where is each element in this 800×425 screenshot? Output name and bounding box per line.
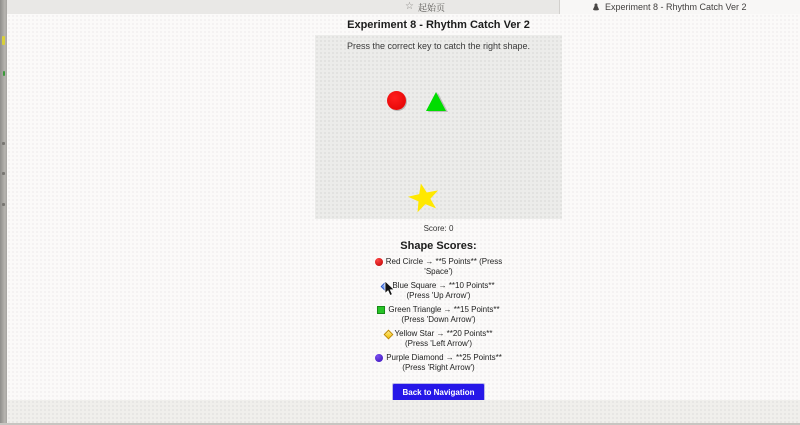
experiment-favicon-icon	[592, 3, 600, 12]
game-canvas[interactable]	[315, 35, 562, 219]
window-edge-strip	[0, 0, 7, 425]
shape-score-text: Purple Diamond → **25 Points**	[386, 353, 502, 362]
shape-score-item-green-triangle	[7, 305, 800, 325]
shape-score-item-red-circle	[7, 257, 800, 277]
shape-scores-heading: Shape Scores:	[400, 240, 477, 252]
edge-speck	[2, 36, 5, 45]
shape-score-text: Blue Square → **10 Points**	[392, 281, 495, 290]
shape-score-item-yellow-star	[7, 329, 800, 349]
tab-label: Experiment 8 - Rhythm Catch Ver 2	[605, 2, 747, 12]
edge-speck	[2, 172, 5, 175]
shape-score-text: (Press 'Left Arrow')	[404, 339, 473, 348]
page-content	[7, 14, 800, 400]
tab-start-page[interactable]	[7, 0, 560, 14]
shape-score-text: Red Circle → **5 Points** (Press	[385, 257, 503, 266]
window-bottom-band	[7, 400, 800, 423]
tab-label: 起始页	[417, 2, 445, 13]
mouse-cursor-icon	[384, 281, 396, 297]
shape-score-text: 'Space')	[424, 267, 453, 276]
shape-score-item-purple-diamond	[7, 353, 800, 373]
edge-speck	[2, 142, 5, 145]
shape-score-text: Yellow Star → **20 Points**	[394, 329, 493, 338]
red-circle-icon	[375, 258, 383, 266]
shape-score-text: Green Triangle → **15 Points**	[388, 305, 500, 314]
yellow-diamond-icon	[383, 329, 393, 339]
star-outline-icon: ☆	[405, 1, 414, 12]
shape-scores-list	[7, 257, 800, 373]
tab-experiment-8[interactable]	[560, 0, 800, 14]
canvas-instruction: Press the correct key to catch the right shape.	[346, 41, 531, 51]
shape-score-item-blue-square	[7, 281, 800, 301]
tab-bar	[7, 0, 800, 14]
shape-score-text: (Press 'Up Arrow')	[406, 291, 471, 300]
green-triangle-icon	[377, 306, 385, 314]
edge-speck	[2, 203, 5, 206]
purple-circle-icon	[375, 354, 383, 362]
shape-score-text: (Press 'Down Arrow')	[401, 315, 476, 324]
page-title: Experiment 8 - Rhythm Catch Ver 2	[347, 19, 530, 31]
shape-score-text: (Press 'Right Arrow')	[402, 363, 475, 372]
edge-speck	[3, 71, 5, 76]
score-value: Score: 0	[423, 224, 454, 233]
back-to-navigation-button[interactable]: Back to Navigation	[392, 383, 484, 402]
green-triangle-shape	[426, 92, 446, 111]
red-circle-shape	[387, 91, 406, 110]
yellow-star-shape	[405, 180, 443, 216]
